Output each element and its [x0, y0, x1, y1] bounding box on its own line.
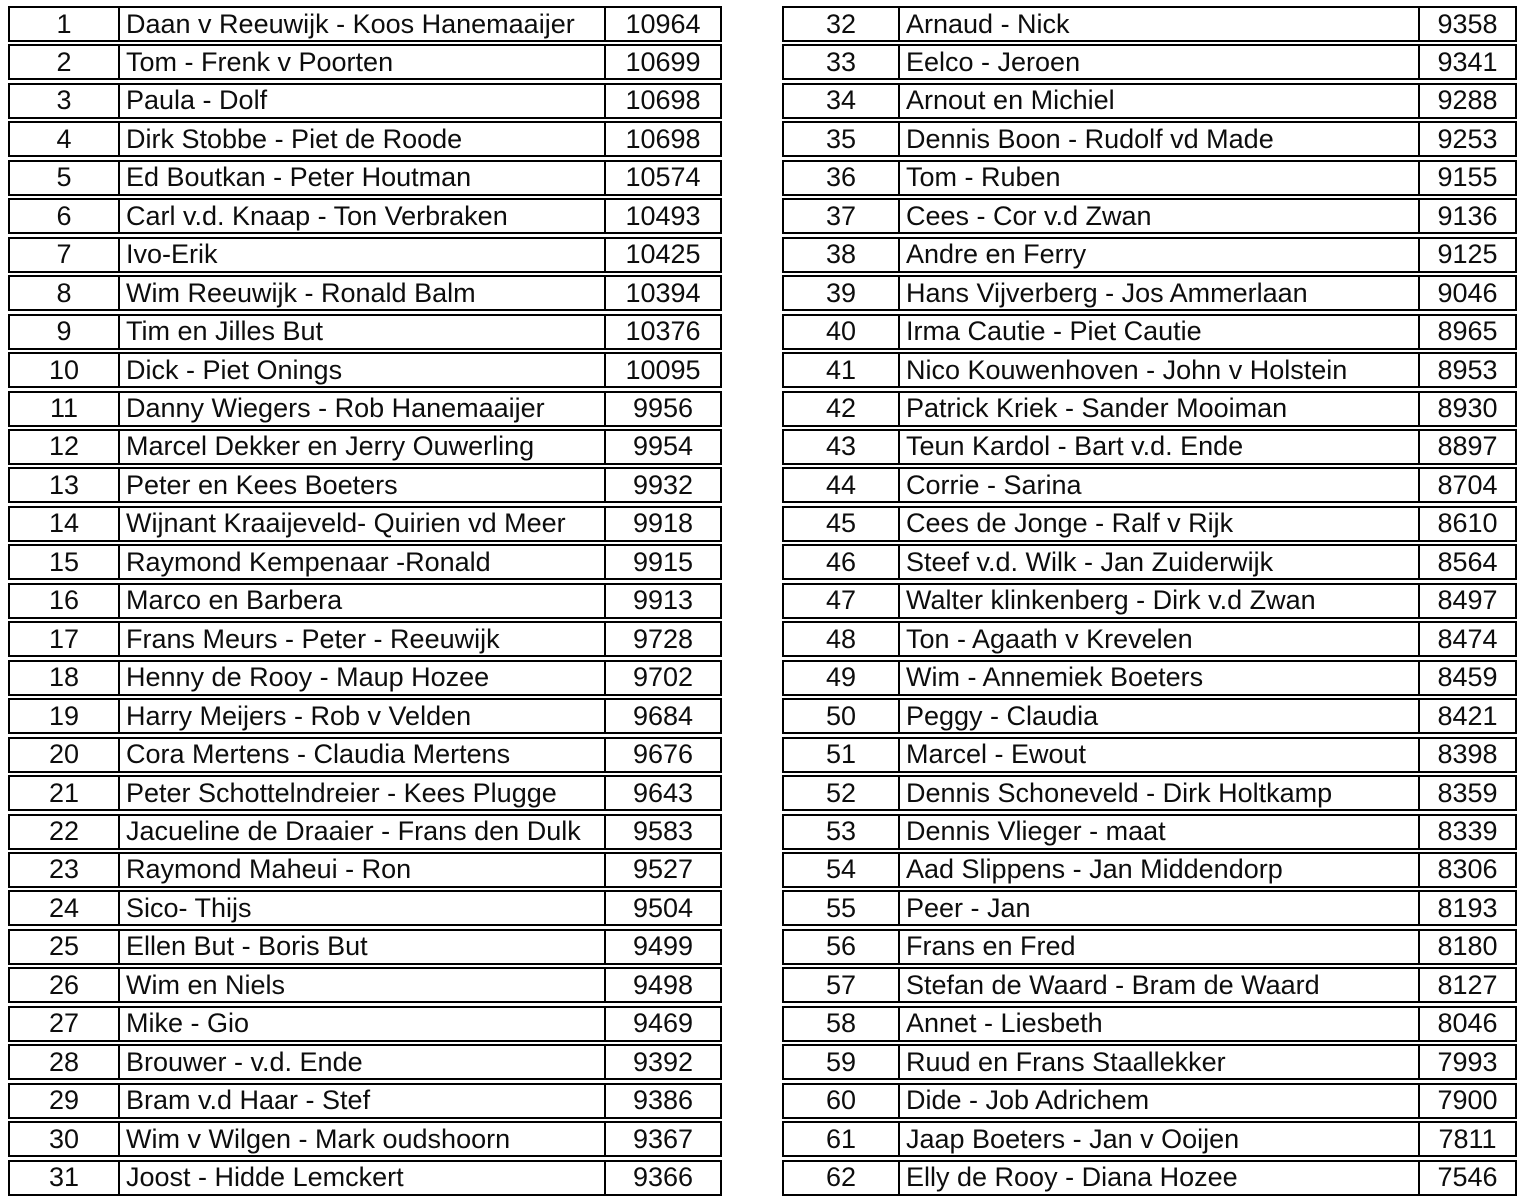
score-cell: 9954	[632, 431, 694, 462]
name-cell: Jaap Boeters - Jan v Ooijen	[900, 1123, 1420, 1155]
rank-cell: 51	[784, 739, 900, 771]
table-row	[782, 314, 1517, 350]
rank-cell: 26	[10, 969, 120, 1001]
table-row	[782, 467, 1517, 503]
rank-cell: 39	[784, 277, 900, 309]
table-row	[8, 1121, 722, 1157]
name-cell: Joost - Hidde Lemckert	[120, 1162, 606, 1194]
table-row	[782, 967, 1517, 1003]
name-cell: Nico Kouwenhoven - John v Holstein	[900, 354, 1420, 386]
name-cell: Wijnant Kraaijeveld- Quirien vd Meer	[120, 508, 606, 540]
table-row	[782, 660, 1517, 696]
name-cell: Hans Vijverberg - Jos Ammerlaan	[900, 277, 1420, 309]
rank-cell: 47	[784, 585, 900, 617]
table-row	[782, 83, 1517, 119]
table-row	[782, 775, 1517, 811]
score-cell: 9392	[632, 1046, 694, 1077]
score-cell: 8306	[1437, 854, 1498, 885]
score-cell: 9155	[1437, 162, 1498, 193]
rank-cell: 58	[784, 1008, 900, 1040]
name-cell: Daan v Reeuwijk - Koos Hanemaaijer	[120, 8, 606, 40]
rank-cell: 18	[10, 662, 120, 694]
table-row	[782, 506, 1517, 542]
score-cell: 8610	[1437, 508, 1498, 539]
score-cell: 10425	[625, 239, 701, 270]
table-row	[8, 890, 722, 926]
score-cell: 8704	[1437, 469, 1498, 500]
rank-cell: 53	[784, 816, 900, 848]
rank-cell: 16	[10, 585, 120, 617]
score-cell: 9932	[632, 469, 694, 500]
score-cell: 8421	[1437, 700, 1498, 731]
score-cell: 8193	[1437, 892, 1498, 923]
rank-cell: 12	[10, 431, 120, 463]
standings-table-right	[782, 6, 1517, 1196]
score-cell: 8459	[1437, 662, 1498, 693]
score-cell: 9504	[632, 892, 694, 923]
name-cell: Annet - Liesbeth	[900, 1008, 1420, 1040]
rank-cell: 60	[784, 1085, 900, 1117]
table-row	[8, 467, 722, 503]
score-cell: 8359	[1437, 777, 1498, 808]
score-cell: 8897	[1437, 431, 1498, 462]
name-cell: Dide - Job Adrichem	[900, 1085, 1420, 1117]
name-cell: Dirk Stobbe - Piet de Roode	[120, 123, 606, 155]
table-row	[782, 44, 1517, 80]
rank-cell: 38	[784, 239, 900, 271]
name-cell: Dennis Schoneveld - Dirk Holtkamp	[900, 777, 1420, 809]
name-cell: Raymond Maheui - Ron	[120, 854, 606, 886]
score-cell: 7993	[1437, 1046, 1498, 1077]
name-cell: Arnout en Michiel	[900, 85, 1420, 117]
rank-cell: 62	[784, 1162, 900, 1194]
rank-cell: 48	[784, 623, 900, 655]
score-cell: 9498	[632, 969, 694, 1000]
rank-cell: 7	[10, 239, 120, 271]
score-cell: 9125	[1437, 239, 1498, 270]
table-row	[8, 160, 722, 196]
table-row	[8, 852, 722, 888]
table-row	[8, 698, 722, 734]
name-cell: Peter Schottelndreier - Kees Plugge	[120, 777, 606, 809]
score-cell: 10574	[625, 162, 701, 193]
rank-cell: 1	[10, 8, 120, 40]
score-cell: 8046	[1437, 1008, 1498, 1039]
name-cell: Wim en Niels	[120, 969, 606, 1001]
name-cell: Harry Meijers - Rob v Velden	[120, 700, 606, 732]
table-row	[782, 737, 1517, 773]
score-cell: 8564	[1437, 546, 1498, 577]
tables-wrap	[8, 6, 1517, 1196]
rank-cell: 25	[10, 931, 120, 963]
name-cell: Peggy - Claudia	[900, 700, 1420, 732]
name-cell: Ivo-Erik	[120, 239, 606, 271]
table-row	[782, 929, 1517, 965]
name-cell: Cees de Jonge - Ralf v Rijk	[900, 508, 1420, 540]
table-row	[8, 775, 722, 811]
score-cell: 8497	[1437, 585, 1498, 616]
score-cell: 9527	[632, 854, 694, 885]
name-cell: Henny de Rooy - Maup Hozee	[120, 662, 606, 694]
table-row	[782, 698, 1517, 734]
table-row	[8, 314, 722, 350]
name-cell: Ed Boutkan - Peter Houtman	[120, 162, 606, 194]
name-cell: Dennis Boon - Rudolf vd Made	[900, 123, 1420, 155]
table-row	[782, 1006, 1517, 1042]
rank-cell: 46	[784, 546, 900, 578]
rank-cell: 59	[784, 1046, 900, 1078]
rank-cell: 28	[10, 1046, 120, 1078]
name-cell: Ruud en Frans Staallekker	[900, 1046, 1420, 1078]
table-row	[782, 1121, 1517, 1157]
score-cell: 9367	[632, 1123, 694, 1154]
name-cell: Eelco - Jeroen	[900, 46, 1420, 78]
table-row	[8, 83, 722, 119]
table-row	[8, 506, 722, 542]
rank-cell: 24	[10, 892, 120, 924]
rank-cell: 36	[784, 162, 900, 194]
name-cell: Walter klinkenberg - Dirk v.d Zwan	[900, 585, 1420, 617]
score-cell: 8398	[1437, 739, 1498, 770]
table-row	[8, 1044, 722, 1080]
rank-cell: 13	[10, 469, 120, 501]
rank-cell: 31	[10, 1162, 120, 1194]
rank-cell: 61	[784, 1123, 900, 1155]
name-cell: Bram v.d Haar - Stef	[120, 1085, 606, 1117]
rank-cell: 22	[10, 816, 120, 848]
score-cell: 10699	[625, 46, 701, 77]
name-cell: Ellen But - Boris But	[120, 931, 606, 963]
name-cell: Frans en Fred	[900, 931, 1420, 963]
rank-cell: 44	[784, 469, 900, 501]
rank-cell: 33	[784, 46, 900, 78]
rank-cell: 3	[10, 85, 120, 117]
score-cell: 8127	[1437, 969, 1498, 1000]
name-cell: Jacueline de Draaier - Frans den Dulk	[120, 816, 606, 848]
rank-cell: 8	[10, 277, 120, 309]
score-cell: 8965	[1437, 316, 1498, 347]
rank-cell: 37	[784, 200, 900, 232]
score-cell: 10493	[625, 200, 701, 231]
table-row	[8, 621, 722, 657]
table-row	[782, 1083, 1517, 1119]
rank-cell: 17	[10, 623, 120, 655]
score-cell: 7546	[1437, 1162, 1498, 1193]
score-cell: 7811	[1438, 1123, 1497, 1154]
name-cell: Sico- Thijs	[120, 892, 606, 924]
table-row	[782, 890, 1517, 926]
table-row	[8, 544, 722, 580]
score-cell: 8953	[1437, 354, 1498, 385]
table-row	[8, 391, 722, 427]
name-cell: Dennis Vlieger - maat	[900, 816, 1420, 848]
score-cell: 9366	[632, 1162, 694, 1193]
rank-cell: 45	[784, 508, 900, 540]
score-cell: 9469	[632, 1008, 694, 1039]
table-row	[782, 198, 1517, 234]
name-cell: Tom - Frenk v Poorten	[120, 46, 606, 78]
name-cell: Raymond Kempenaar -Ronald	[120, 546, 606, 578]
rank-cell: 57	[784, 969, 900, 1001]
standings-table-left	[8, 6, 722, 1196]
name-cell: Aad Slippens - Jan Middendorp	[900, 854, 1420, 886]
table-row	[782, 275, 1517, 311]
score-cell: 9684	[632, 700, 694, 731]
name-cell: Corrie - Sarina	[900, 469, 1420, 501]
name-cell: Andre en Ferry	[900, 239, 1420, 271]
score-cell: 8930	[1437, 393, 1498, 424]
name-cell: Steef v.d. Wilk - Jan Zuiderwijk	[900, 546, 1420, 578]
name-cell: Carl v.d. Knaap - Ton Verbraken	[120, 200, 606, 232]
table-row	[8, 929, 722, 965]
score-cell: 10698	[625, 85, 701, 116]
table-row	[782, 814, 1517, 850]
name-cell: Stefan de Waard - Bram de Waard	[900, 969, 1420, 1001]
name-cell: Tom - Ruben	[900, 162, 1420, 194]
name-cell: Cees - Cor v.d Zwan	[900, 200, 1420, 232]
score-cell: 10698	[625, 123, 701, 154]
rank-cell: 49	[784, 662, 900, 694]
rank-cell: 29	[10, 1085, 120, 1117]
rank-cell: 4	[10, 123, 120, 155]
rank-cell: 32	[784, 8, 900, 40]
score-cell: 10095	[625, 354, 701, 385]
table-row	[8, 429, 722, 465]
score-cell: 9728	[632, 623, 694, 654]
table-row	[782, 583, 1517, 619]
score-cell: 9918	[632, 508, 694, 539]
table-row	[782, 352, 1517, 388]
table-row	[8, 198, 722, 234]
score-cell: 9136	[1437, 200, 1498, 231]
score-cell: 7900	[1437, 1085, 1498, 1116]
name-cell: Patrick Kriek - Sander Mooiman	[900, 393, 1420, 425]
score-cell: 10964	[625, 8, 701, 39]
table-row	[8, 583, 722, 619]
rank-cell: 5	[10, 162, 120, 194]
name-cell: Cora Mertens - Claudia Mertens	[120, 739, 606, 771]
score-cell: 9676	[632, 739, 694, 770]
rank-cell: 2	[10, 46, 120, 78]
rank-cell: 19	[10, 700, 120, 732]
name-cell: Marco en Barbera	[120, 585, 606, 617]
rank-cell: 23	[10, 854, 120, 886]
name-cell: Paula - Dolf	[120, 85, 606, 117]
name-cell: Tim en Jilles But	[120, 316, 606, 348]
table-row	[782, 160, 1517, 196]
score-cell: 9913	[632, 585, 694, 616]
table-row	[782, 1160, 1517, 1196]
rank-cell: 14	[10, 508, 120, 540]
table-row	[8, 237, 722, 273]
table-row	[782, 852, 1517, 888]
rank-cell: 15	[10, 546, 120, 578]
score-cell: 9702	[632, 662, 694, 693]
rank-cell: 42	[784, 393, 900, 425]
name-cell: Wim v Wilgen - Mark oudshoorn	[120, 1123, 606, 1155]
name-cell: Elly de Rooy - Diana Hozee	[900, 1162, 1420, 1194]
table-row	[8, 44, 722, 80]
table-row	[782, 429, 1517, 465]
score-cell: 9253	[1437, 123, 1498, 154]
table-row	[782, 544, 1517, 580]
score-cell: 9583	[632, 816, 694, 847]
table-row	[8, 1006, 722, 1042]
rank-cell: 50	[784, 700, 900, 732]
score-cell: 9386	[632, 1085, 694, 1116]
rank-cell: 20	[10, 739, 120, 771]
rank-cell: 34	[784, 85, 900, 117]
table-row	[8, 967, 722, 1003]
table-row	[782, 391, 1517, 427]
rank-cell: 54	[784, 854, 900, 886]
rank-cell: 21	[10, 777, 120, 809]
name-cell: Marcel Dekker en Jerry Ouwerling	[120, 431, 606, 463]
score-cell: 9358	[1437, 8, 1498, 39]
rank-cell: 10	[10, 354, 120, 386]
rank-cell: 30	[10, 1123, 120, 1155]
score-cell: 9046	[1437, 277, 1498, 308]
name-cell: Ton - Agaath v Krevelen	[900, 623, 1420, 655]
name-cell: Teun Kardol - Bart v.d. Ende	[900, 431, 1420, 463]
table-row	[8, 6, 722, 42]
rank-cell: 52	[784, 777, 900, 809]
name-cell: Brouwer - v.d. Ende	[120, 1046, 606, 1078]
rank-cell: 55	[784, 892, 900, 924]
score-cell: 10376	[625, 316, 701, 347]
name-cell: Peer - Jan	[900, 892, 1420, 924]
rank-cell: 35	[784, 123, 900, 155]
rank-cell: 40	[784, 316, 900, 348]
table-row	[8, 352, 722, 388]
score-cell: 8474	[1437, 623, 1498, 654]
name-cell: Marcel - Ewout	[900, 739, 1420, 771]
table-row	[8, 660, 722, 696]
rank-cell: 27	[10, 1008, 120, 1040]
name-cell: Peter en Kees Boeters	[120, 469, 606, 501]
score-cell: 9288	[1437, 85, 1498, 116]
table-row	[8, 121, 722, 157]
score-cell: 9915	[632, 546, 694, 577]
table-row	[8, 1160, 722, 1196]
table-row	[782, 621, 1517, 657]
rank-cell: 9	[10, 316, 120, 348]
rank-cell: 56	[784, 931, 900, 963]
score-cell: 9499	[632, 931, 694, 962]
table-row	[8, 1083, 722, 1119]
table-row	[782, 6, 1517, 42]
table-row	[8, 737, 722, 773]
rank-cell: 43	[784, 431, 900, 463]
table-row	[8, 275, 722, 311]
table-row	[782, 121, 1517, 157]
name-cell: Wim Reeuwijk - Ronald Balm	[120, 277, 606, 309]
rank-cell: 11	[10, 393, 120, 425]
table-row	[782, 1044, 1517, 1080]
name-cell: Mike - Gio	[120, 1008, 606, 1040]
table-row	[782, 237, 1517, 273]
name-cell: Irma Cautie - Piet Cautie	[900, 316, 1420, 348]
score-cell: 9341	[1437, 46, 1498, 77]
score-cell: 8180	[1437, 931, 1498, 962]
score-cell: 10394	[625, 277, 701, 308]
rank-cell: 41	[784, 354, 900, 386]
table-row	[8, 814, 722, 850]
name-cell: Wim - Annemiek Boeters	[900, 662, 1420, 694]
name-cell: Frans Meurs - Peter - Reeuwijk	[120, 623, 606, 655]
score-cell: 9956	[632, 393, 694, 424]
score-cell: 8339	[1437, 816, 1498, 847]
score-cell: 9643	[632, 777, 694, 808]
name-cell: Danny Wiegers - Rob Hanemaaijer	[120, 393, 606, 425]
name-cell: Dick - Piet Onings	[120, 354, 606, 386]
name-cell: Arnaud - Nick	[900, 8, 1420, 40]
rank-cell: 6	[10, 200, 120, 232]
